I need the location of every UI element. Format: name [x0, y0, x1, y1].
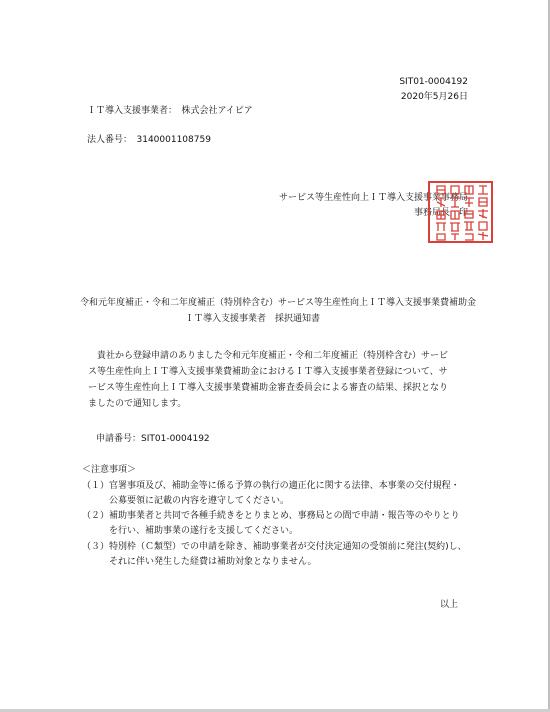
- issue-date: 2020年5月26日: [400, 92, 468, 102]
- sender-organization: サービス等生産性向上ＩＴ導入支援事業事務局: [278, 193, 468, 203]
- notes-heading: ＜注意事項＞: [82, 465, 137, 475]
- note-line-1: （１）官署事項及び、補助金等に係る予算の執行の適正化に関する法律、本事業の交付規程・: [82, 481, 460, 491]
- body-line-1: 貴社から登録申請のありました令和元年度補正・令和二年度補正（特別枠含む）サービ: [88, 351, 449, 361]
- body-line-4: ましたので通知します。: [88, 399, 187, 409]
- note-line-5: （３）特別枠（Ｃ類型）での申請を除き、補助事業者が交付決定通知の受領前に発注(契約)し、: [82, 542, 467, 552]
- sender-title: 事務局長 印: [413, 208, 468, 218]
- closing-text: 以上: [440, 600, 459, 610]
- corporate-number: 法人番号： 3140001108759: [87, 135, 211, 145]
- note-line-6: それに伴い発生した経費は補助対象となりません。: [82, 557, 317, 567]
- document-title-line-2: ＩＴ導入支援事業者 採択通知書: [185, 314, 321, 324]
- recipient-company: ＩＴ導入支援事業者： 株式会社アイピア: [87, 106, 253, 116]
- application-number: 申請番号：SIT01-0004192: [96, 434, 210, 444]
- body-line-2: ス等生産性向上ＩＴ導入支援事業費補助金におけるＩＴ導入支援事業者登録について、サ: [88, 367, 448, 377]
- note-line-4: を行い、補助事業の遂行を支援してください。: [82, 526, 299, 536]
- document-title-line-1: 令和元年度補正・令和二年度補正（特別枠含む）サービス等生産性向上ＩＴ導入支援事業費補助金: [80, 298, 477, 308]
- note-line-2: 公募要領に記載の内容を遵守してください。: [82, 496, 290, 506]
- official-seal-stamp: [427, 180, 494, 244]
- body-line-3: ービス等生産性向上ＩＴ導入支援事業費補助金審査委員会による審査の結果、採択となり: [88, 383, 449, 393]
- document-number: SIT01-0004192: [399, 77, 468, 87]
- note-line-3: （２）補助事業者と共同で各種手続きをとりまとめ、事務局との間で申請・報告等のやりとり: [82, 511, 460, 521]
